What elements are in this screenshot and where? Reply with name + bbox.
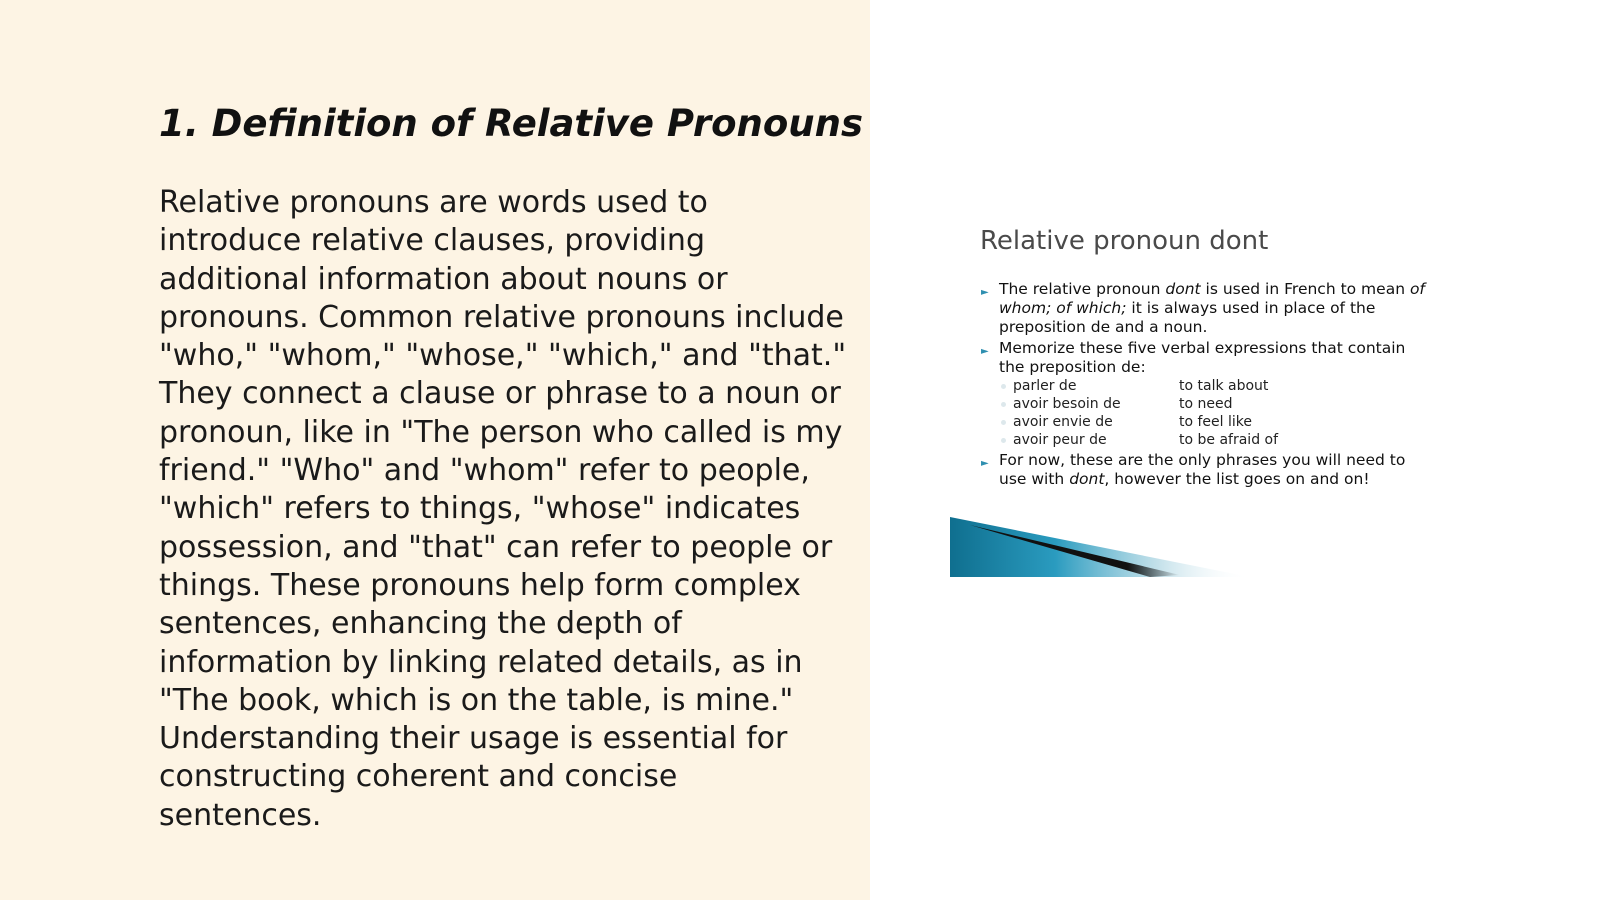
expression-english: to feel like xyxy=(1179,414,1253,430)
sub-bullet-dot-icon xyxy=(1001,420,1006,425)
bullet-note xyxy=(980,451,1425,489)
expression-item xyxy=(999,395,1425,413)
bullet-memorize xyxy=(980,339,1425,449)
expression-item xyxy=(999,377,1425,395)
expression-item xyxy=(999,413,1425,431)
bullet-text: , however the list goes on and on! xyxy=(1104,470,1370,488)
bullet-emphasis: dont xyxy=(1165,280,1201,298)
expression-list xyxy=(999,377,1425,449)
bullet-text: it is always used in place of the preposition de and a noun. xyxy=(999,299,1376,336)
expression-english: to need xyxy=(1179,396,1233,412)
slide-body-text: Relative pronouns are words used to introduce relative clauses, providing additional information about nouns or pronouns. Common relative pronouns include "who," "whom," "whose," "which," and "that." They connect a clause or phrase to a noun or pronoun, like in "The person who called is my friend." "Who" and "whom" refer to people, "which" refers to things, "whose" indicates possession, and "that" can refer to people or things. These pronouns help form complex sentences, enhancing the depth of information by linking related details, as in "The book, which is on the table, is mine." Understanding their usage is essential for constructing coherent and concise sentences. xyxy=(159,185,847,833)
expression-english: to be afraid of xyxy=(1179,432,1279,448)
embedded-bullet-list xyxy=(980,280,1425,491)
expression-french: parler de xyxy=(1013,378,1077,394)
expression-french: avoir besoin de xyxy=(1013,396,1121,412)
bullet-text: The relative pronoun xyxy=(999,280,1166,298)
embedded-slide-title: Relative pronoun dont xyxy=(980,226,1269,256)
sub-bullet-dot-icon xyxy=(1001,438,1006,443)
bullet-text: For now, these are the only phrases you will need to use with xyxy=(999,451,1406,488)
bullet-text: Memorize these five verbal expressions that contain the preposition de: xyxy=(999,339,1406,376)
embedded-slide-image xyxy=(950,212,1430,577)
sub-bullet-dot-icon xyxy=(1001,384,1006,389)
sub-bullet-dot-icon xyxy=(1001,402,1006,407)
bullet-arrow-icon: ► xyxy=(981,287,989,298)
bullet-arrow-icon: ► xyxy=(981,458,989,469)
expression-item xyxy=(999,431,1425,449)
bullet-arrow-icon: ► xyxy=(981,346,989,357)
bullet-definition xyxy=(980,280,1425,337)
bullet-emphasis: dont xyxy=(1069,470,1105,488)
decorative-wedge-graphic xyxy=(950,517,1250,577)
expression-french: avoir peur de xyxy=(1013,432,1107,448)
bullet-emphasis: of whom; of which; xyxy=(999,280,1425,317)
expression-english: to talk about xyxy=(1179,378,1269,394)
expression-french: avoir envie de xyxy=(1013,414,1113,430)
slide-title: 1. Definition of Relative Pronouns xyxy=(159,102,864,145)
bullet-text: is used in French to mean xyxy=(1200,280,1410,298)
